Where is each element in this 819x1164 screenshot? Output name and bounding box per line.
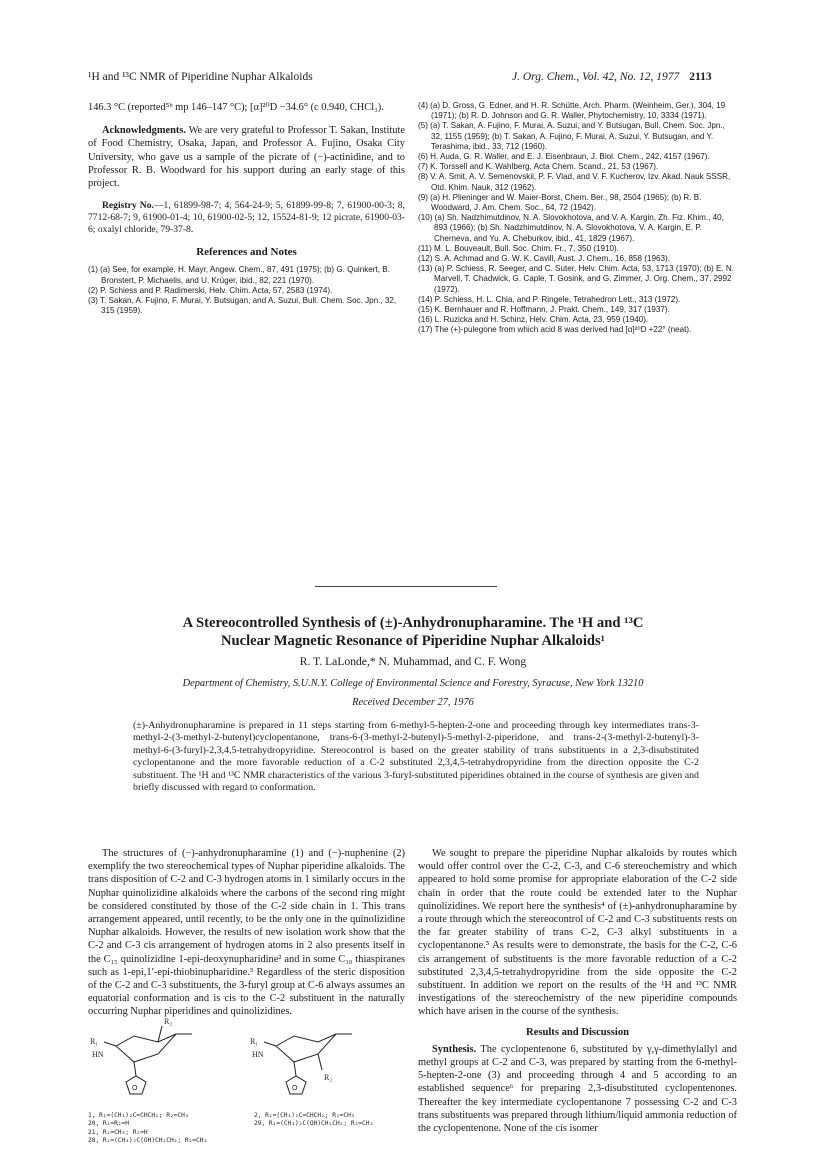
structure-2-diagram bbox=[264, 1034, 352, 1094]
article-title bbox=[88, 614, 738, 650]
structure-1-legend bbox=[88, 1112, 253, 1145]
reference-item: (13) (a) P. Schiess, R. Seeger, and C. Suter, Helv. Chim. Acta, 53, 1713 (1970); (b) E. N. Marvell, T. Chadwick, G. Caple, T. Gosink, and G. Zimmer, J. Org. Chem., 37, 2992 (1972). bbox=[418, 264, 734, 294]
reference-item: (16) L. Ruzicka and H. Schinz, Helv. Chim. Acta, 23, 959 (1940). bbox=[418, 315, 649, 325]
structure-2-legend bbox=[254, 1112, 409, 1129]
body-left-column bbox=[88, 847, 405, 1019]
reference-item: (1) (a) See, for example, H. Mayr, Angew. Chem., 87, 491 (1975); (b) G. Quinkert, B. Bronstert, P. Michaelis, and U. Krüger, ibid., 82, 221 (1970). bbox=[88, 265, 390, 285]
reference-item: (3) T. Sakan, A. Fujino, F. Murai, Y. Butsugan, and A. Suzui, Bull. Chem. Soc. Jpn., 32, 315 (1959). bbox=[88, 296, 397, 316]
r1-bond bbox=[264, 1042, 276, 1046]
structure-1-diagram bbox=[104, 1026, 192, 1094]
struct1-hn-label: HN bbox=[92, 1050, 104, 1059]
synthesis-text: The cyclopentenone 6, substituted by γ,γ-dimethylallyl and methyl groups at C-2 and C-3, was prepared by starting from the 6-methyl-5-hepten-2-one (3) and proceeding through 4 and 5 according to an established sequence⁶ for preparing 2,3-disubstituted cyclopentenones. Thereafter the key intermediate cyclopentanone 7 possessing C-2 and C-3 trans substituents was prepared through lithium/liquid ammonia reduction of the cyclopentenone. None of the cis isomer bbox=[418, 1043, 737, 1135]
r1-bond bbox=[104, 1042, 116, 1046]
svg-text:O: O bbox=[132, 1085, 138, 1092]
melting-point-paragraph: 146.3 °C (reported⁵ᵇ mp 146–147 °C); [α]²⁰D −34.6° (c 0.940, CHCl₃). bbox=[88, 102, 384, 113]
registry-label: Registry No. bbox=[102, 200, 154, 212]
references-heading: References and Notes bbox=[196, 246, 297, 259]
title-line-1: A Stereocontrolled Synthesis of (±)-Anhydronupharamine. The ¹H and ¹³C bbox=[182, 615, 644, 631]
reference-item: (9) (a) H. Plieninger and W. Maier-Borst, Chem. Ber., 98, 2504 (1965); (b) R. B. Woodward, J. Am. Chem. Soc., 64, 72 (1942). bbox=[418, 192, 702, 213]
previous-article-left-column bbox=[88, 101, 405, 316]
synthesis-label: Synthesis. bbox=[432, 1043, 477, 1055]
running-header-title: ¹H and ¹³C NMR of Piperidine Nuphar Alkaloids bbox=[88, 71, 313, 83]
reference-item: (10) (a) Sh. Nadzhimutdinov, N. A. Slovokhotova, and V. A. Kargin, Zh. Fiz. Khim., 40, 893 (1966); (b) Sh. Nadzhimutdinov, N. A. Slovokhotova, V. A. Kargin, E. P. Cherneva, and Yu. A. Cheburkov, ibid., 41, 1829 (1967). bbox=[418, 213, 724, 243]
legend-line: 1, R₁=(CH₃)₂C=CHCH₂; R₂=CH₃ bbox=[88, 1112, 189, 1119]
article-authors: R. T. LaLonde,* N. Muhammad, and C. F. Wong bbox=[299, 655, 527, 668]
reference-item: (2) P. Schiess and P. Radimerski, Helv. Chim. Acta, 57, 2583 (1974). bbox=[88, 285, 333, 295]
reference-item: (17) The (+)-pulegone from which acid 8 was derived had [α]²⁰D +22° (neat). bbox=[418, 325, 692, 335]
furyl-bond bbox=[294, 1062, 296, 1076]
references-list-left bbox=[88, 265, 405, 316]
r2-bond bbox=[158, 1026, 162, 1042]
reference-item: (8) V. A. Smit, A. V. Semenovskii, P. F. Vlad, and V. F. Kucherov, Izv. Akad. Nauk SSSR, Otd. Khim. Nauk, 312 (1962). bbox=[418, 172, 731, 192]
author-affiliation: Department of Chemistry, S.U.N.Y. College of Environmental Science and Forestry, Syracuse, New York 13210 bbox=[182, 678, 644, 689]
struct1-r2-label: R₂ bbox=[164, 1017, 173, 1026]
synthesis-paragraph bbox=[418, 1043, 737, 1135]
section-divider bbox=[315, 586, 497, 587]
legend-line: 21, R₁=CH₃; R₂=H bbox=[88, 1128, 148, 1136]
reference-item: (7) K. Torssell and K. Wahlberg, Acta Chem. Scand., 21, 53 (1967). bbox=[418, 162, 659, 172]
struct2-r1-label: R₁ bbox=[250, 1037, 259, 1046]
registry-paragraph bbox=[88, 200, 405, 236]
abstract: (±)-Anhydronupharamine is prepared in 11 steps starting from 6-methyl-5-hepten-2-one and proceeding through key intermediates trans-3-methyl-2-(3-methyl-2-butenyl)cyclopentanone, trans-6-(3-methyl-2-butenyl)-5-methyl-2-piperidone, and trans-2-(3-methyl-2-butenyl)-3-methyl-6-(3-furyl)-2,3,4,5-tetrahydropyridine. Stereocontrol is based on the greater stability of trans substituents in a 2,3-disubstituted cyclopentanone and the more favorable reduction of a C-2 substituted 2,3,4,5-tetrahydropyridine from the direction opposite the C-2 substituent. The ¹H and ¹³C NMR characteristics of the various 3-furyl-substituted piperidines obtained in the course of synthesis are given and briefly discussed with regard to conformation. bbox=[133, 720, 699, 794]
acknowledgments-label: Acknowledgments. bbox=[102, 125, 186, 137]
reference-item: (11) M. L. Bouveault, Bull. Soc. Chim. Fr., 7, 350 (1910). bbox=[418, 243, 619, 253]
furyl-bond bbox=[134, 1062, 136, 1076]
body-right-column bbox=[418, 847, 737, 1135]
legend-line: 28, R₁=(CH₃)₂C(OH)CH₂CH₂; R₂=CH₃ bbox=[88, 1136, 208, 1144]
reference-item: (14) P. Schiess, H. L. Chia, and P. Ringele, Tetrahedron Lett., 313 (1972). bbox=[418, 294, 681, 304]
svg-text:O: O bbox=[292, 1085, 298, 1092]
legend-line: 20, R₁=R₂=H bbox=[88, 1120, 129, 1128]
reference-item: (6) H. Auda, G. R. Waller, and E. J. Eisenbraun, J. Biol. Chem., 242, 4157 (1967). bbox=[418, 152, 710, 162]
piperidine-ring bbox=[276, 1034, 336, 1062]
struct2-r2-label: R₂ bbox=[324, 1073, 333, 1082]
objective-paragraph: We sought to prepare the piperidine Nuphar alkaloids by routes which would offer control over the C-2, C-3, and C-6 stereochemistry and which appeared to hold some promise for appropriate elaboration of the C-2 side chain in order that the route could be extended later to the Nuphar quinolizidines. We report here the synthesis⁴ of (±)-anhydronupharamine by a route through which the stereocontrol of C-2 and C-3 substituents rests on the far greater stability of trans C-2, C-3 alkyl substituents in a cyclopentanone.⁵ As results were to demonstrate, the basis for the C-2, C-6 cis arrangement of substituents is the more favorable reduction of a C-2 substituted 2,3,4,5-tetrahydropyridine from the side opposite the C-2 substituent. In addition we report on the results of the ¹H and ¹³C NMR investigations of the stereochemistry of the new piperidine compounds which have arisen in the course of the synthesis. bbox=[418, 848, 737, 1018]
running-header-journal bbox=[512, 71, 712, 83]
legend-line: 2, R₁=(CH₃)₂C=CHCH₂; R₂=CH₃ bbox=[254, 1112, 355, 1119]
intro-paragraph: The structures of (−)-anhydronupharamine (1) and (−)-nuphenine (2) exemplify the two stereochemical types of Nuphar piperidine alkaloids. The trans disposition of C-2 and C-3 hydrogen atoms in 1 similarly occurs in the Nuphar quinolizidine alkaloids where the carbons of the second ring might be considered constituted by those of the C-2 side chain in 1. This trans arrangement appeared, until recently, to be the only one in the quinolizidine Nuphar alkaloids. However, the results of new isolation work show that the C-2 and C-3 cis arrangement of hydrogen atoms in 2 also presents itself in the C₁₅ quinolizidine 1-epi-deoxynupharidine² and in some C₃₀ thiaspiranes such as 1-epi,1′-epi-thiobinupharidine.³ Regardless of the steric disposition of the C-2 and C-3 substituents, the 3-furyl group at C-6 always assumes an equatorial conformation and is cis to the C-2 substituent in the naturally occurring Nuphar piperidines and quinolizidines. bbox=[88, 848, 405, 1018]
reference-item: (15) K. Bernhauer and R. Hoffmann, J. Prakt. Chem., 149, 317 (1937). bbox=[418, 305, 670, 315]
reference-item: (12) S. A. Achmad and G. W. K. Cavill, Aust. J. Chem., 16, 858 (1963). bbox=[418, 254, 670, 264]
reference-item: (4) (a) D. Gross, G. Edner, and H. R. Schütte, Arch. Pharm. (Weinheim, Ger.), 304, 19 (1971); (b) R. D. Johnson and G. R. Waller, Phytochemistry, 10, 3334 (1971). bbox=[418, 101, 726, 121]
struct1-r1-label: R₁ bbox=[90, 1037, 99, 1046]
acknowledgments-paragraph bbox=[88, 124, 405, 190]
r2-bond bbox=[318, 1054, 322, 1070]
legend-line: 29, R₁=(CH₃)₂C(OH)CH₂CH₂; R₂=CH₃ bbox=[254, 1120, 374, 1128]
piperidine-ring bbox=[116, 1034, 176, 1062]
page-number: 2113 bbox=[689, 71, 712, 83]
references-list-right bbox=[418, 101, 737, 336]
title-line-2: Nuclear Magnetic Resonance of Piperidine Nuphar Alkaloids¹ bbox=[220, 633, 606, 649]
struct2-hn-label: HN bbox=[252, 1050, 264, 1059]
registry-text: —1, 61899-98-7; 4, 564-24-9; 5, 61899-99-8; 7, 61900-00-3; 8, 7712-68-7; 9, 61900-01-4; 10, 61900-02-5; 12, 15524-81-9; 12 picrate, 61900-03-6; oxalyl chloride, 79-37-8. bbox=[88, 200, 406, 236]
received-date: Received December 27, 1976 bbox=[352, 697, 474, 708]
journal-citation: J. Org. Chem., Vol. 42, No. 12, 1977 bbox=[512, 71, 680, 83]
results-heading: Results and Discussion bbox=[525, 1026, 630, 1038]
acknowledgments-text: We are very grateful to Professor T. Sakan, Institute of Food Chemistry, Osaka, Japan, and Professor A. Fujino, Osaka City University, who gave us a sample of the picrate of (−)-actinidine, and to Professor R. B. Woodward for his support during an early stage of this project. bbox=[88, 125, 405, 190]
reference-item: (5) (a) T. Sakan, A. Fujino, F. Murai, A. Suzui, and Y. Butsugan, Bull. Chem. Soc. Jpn., 32, 1155 (1959); (b) T. Sakan, A. Fujino, F. Murai, A. Suzui, Y. Butsugan, and Y. Terashima, ibid., 33, 712 (1960). bbox=[418, 121, 725, 151]
